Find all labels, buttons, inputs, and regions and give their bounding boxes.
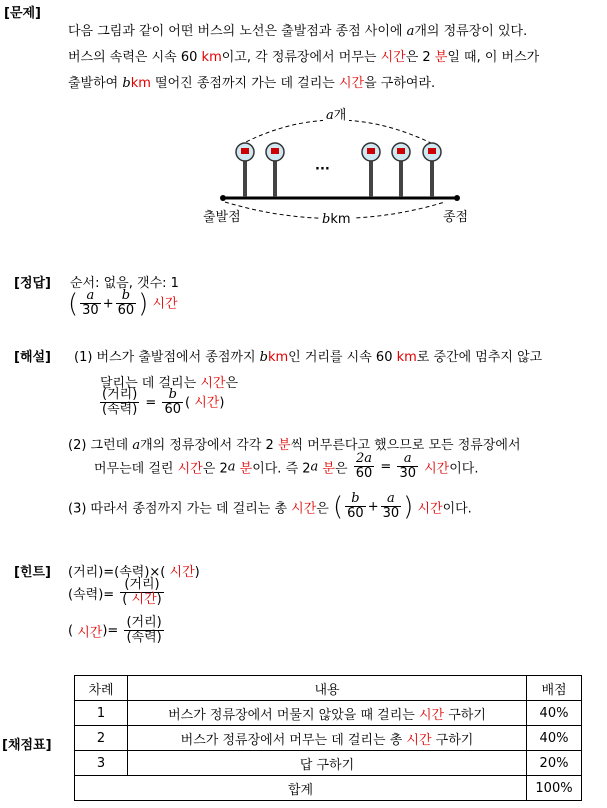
rubric-row bbox=[75, 726, 582, 751]
solution-step-3: (3) 따라서 종점까지 가는 데 걸리는 총 시간은 ( $\frac{b}{60}$ + $\frac{a}{30}$ ) 시간이다. bbox=[68, 491, 472, 522]
bus-stop-sign bbox=[266, 143, 284, 197]
rubric-table bbox=[74, 675, 582, 801]
rubric-total-label: 합계 bbox=[75, 776, 527, 801]
rubric-label: [채점표] bbox=[2, 738, 52, 753]
hint-formula-1: (거리)=(속력)×( 시간) bbox=[68, 565, 200, 580]
rubric-header-order: 차례 bbox=[75, 676, 128, 701]
answer-meta: 순서: 없음, 갯수: 1 bbox=[70, 276, 179, 291]
bus-route-figure bbox=[195, 100, 485, 230]
answer-expression: ( $\frac{a}{30}$ + $\frac{b}{60}$ ) 시간 bbox=[68, 288, 178, 319]
rubric-row-content: 답 구하기 bbox=[128, 751, 527, 776]
problem-line-3: 출발하여 bkm 떨어진 종점까지 가는 데 걸리는 시간을 구하여라. bbox=[68, 76, 436, 91]
problem-label: [문제] bbox=[4, 6, 41, 21]
rubric-row bbox=[75, 751, 582, 776]
rubric-header-content: 내용 bbox=[128, 676, 527, 701]
rubric-row-no: 3 bbox=[75, 751, 128, 776]
rubric-row-score: 20% bbox=[527, 751, 582, 776]
rubric-row-score: 40% bbox=[527, 701, 582, 726]
distance-label: bkm bbox=[319, 212, 354, 227]
rubric-row bbox=[75, 701, 582, 726]
rubric-row-content: 버스가 정류장에서 머무는 데 걸리는 총 시간 구하기 bbox=[128, 726, 527, 751]
bus-stop-sign bbox=[236, 143, 254, 197]
solution-step-1-line-1: (1) 버스가 출발점에서 종점까지 bkm인 거리를 시속 60 km로 중간에 멈추지 않고 bbox=[74, 350, 543, 365]
bus-stop-sign bbox=[423, 143, 441, 197]
solution-step-2-line-1: (2) 그런데 a개의 정류장에서 각각 2 분씩 머무른다고 했으므로 모든 정류장에서 bbox=[68, 438, 521, 453]
rubric-total-row bbox=[75, 776, 582, 801]
stop-count-label: a개 bbox=[323, 104, 349, 123]
solution-step-1-line-2: 달리는 데 걸리는 시간은 bbox=[100, 376, 238, 391]
problem-line-1: 다음 그림과 같이 어떤 버스의 노선은 출발점과 종점 사이에 a개의 정류장이 있다. bbox=[68, 24, 528, 39]
bus-stop-sign bbox=[392, 143, 410, 197]
solution-label: [해설] bbox=[14, 350, 51, 365]
answer-label: [정답] bbox=[14, 276, 51, 291]
hint-label: [힌트] bbox=[14, 565, 51, 580]
rubric-row-no: 1 bbox=[75, 701, 128, 726]
rubric-row-score: 40% bbox=[527, 726, 582, 751]
solution-step-1-formula: $\frac{\text{(거리)}}{\text{(속력)}}$ = $\frac{b}{60}$ ( 시간) bbox=[102, 387, 225, 418]
rubric-header-row bbox=[75, 676, 582, 701]
rubric-row-content: 버스가 정류장에서 머물지 않았을 때 걸리는 시간 구하기 bbox=[128, 701, 527, 726]
rubric-header-score: 배점 bbox=[527, 676, 582, 701]
solution-step-2-line-2: 머무는데 걸린 시간은 2a 분이다. 즉 2a 분은 $\frac{2a}{60}$ = $\frac{a}{30}$ 시간이다. bbox=[94, 451, 479, 482]
bus-stop-sign bbox=[362, 143, 380, 197]
end-point-label: 종점 bbox=[443, 210, 469, 225]
rubric-total-score: 100% bbox=[527, 776, 582, 801]
ellipsis: ··· bbox=[315, 162, 330, 177]
start-point-label: 출발점 bbox=[203, 210, 241, 225]
problem-line-2: 버스의 속력은 시속 60 km이고, 각 정류장에서 머무는 시간은 2 분일 때, 이 버스가 bbox=[68, 50, 540, 65]
rubric-row-no: 2 bbox=[75, 726, 128, 751]
hint-formula-3: ( 시간)= $\frac{\text{(거리)}}{\text{(속력)}}$ bbox=[68, 615, 162, 646]
hint-formula-2: (속력)= $\frac{\text{(거리)}}{\text{( 시간)}}$ bbox=[68, 577, 162, 608]
